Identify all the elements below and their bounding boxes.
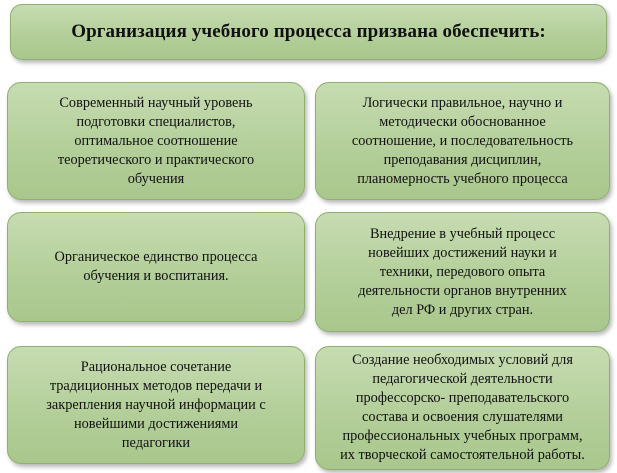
item-box-1 <box>7 82 305 200</box>
diagram-title: Организация учебного процесса призвана обеспечить: <box>71 21 546 42</box>
item-box-5 <box>7 346 305 464</box>
item-text-5: Рациональное сочетание традиционных методов передачи и закрепления научной информации с новейшими достижениями педагогики <box>46 358 266 451</box>
item-text-4: Внедрение в учебный процесс новейших достижений науки и техники, передового опыта деятельности органов внутренних дел РФ и других стран. <box>358 225 567 318</box>
item-box-6 <box>315 346 610 470</box>
item-box-4 <box>315 212 610 332</box>
item-text-1: Современный научный уровень подготовки специалистов, оптимальное соотношение теоретического и практического обучения <box>57 94 255 187</box>
item-text-3: Органическое единство процесса обучения и воспитания. <box>54 249 258 284</box>
item-text-6: Создание необходимых условий для педагогической деятельности профессорско- преподавательского состава и освоения слушателями профессиональных учебных программ, их творческой самостоятельной работы. <box>340 352 585 463</box>
item-box-3 <box>7 212 305 322</box>
item-box-2 <box>315 82 610 200</box>
item-text-2: Логически правильное, научно и методически обоснованное соотношение, и последовательность преподавания дисциплин, планомерность учебного процесса <box>351 94 574 187</box>
title-box <box>10 4 607 60</box>
